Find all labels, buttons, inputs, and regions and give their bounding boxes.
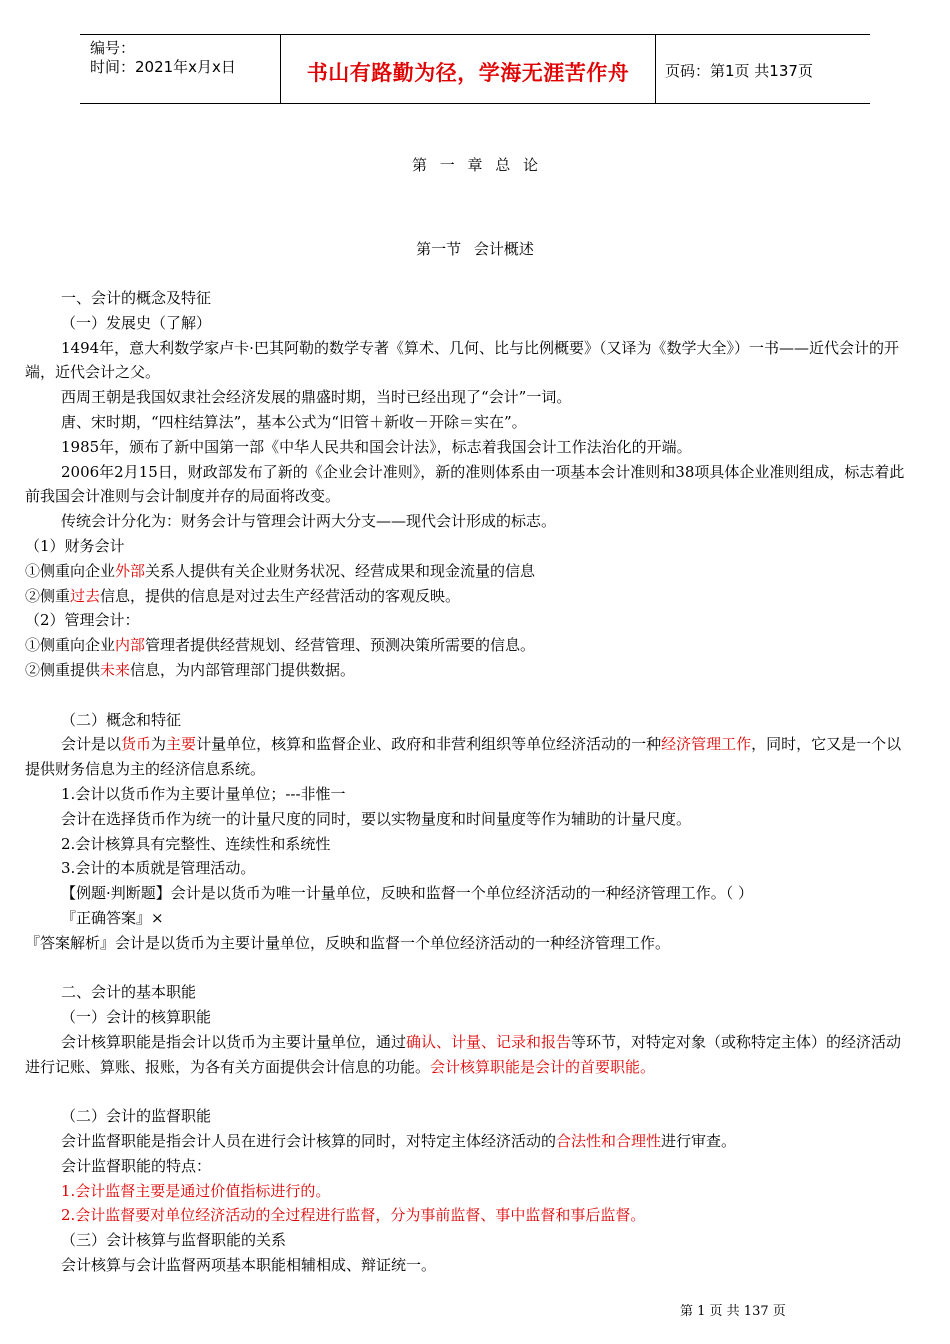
- paragraph: 会计核算职能是指会计以货币为主要计量单位，通过确认、计量、记录和报告等环节，对特定对象（或称特定主体）的经济活动进行记账、算账、报账，为各有关方面提供会计信息的功能。会计核算职能是会计的首要职能。: [25, 1032, 902, 1076]
- header-divider: [655, 35, 656, 103]
- list-item: ②侧重过去信息，提供的信息是对过去生产经营活动的客观反映。: [25, 586, 461, 605]
- list-item: 1.会计以货币作为主要计量单位；---非惟一: [61, 784, 346, 803]
- paragraph: 会计核算与会计监督两项基本职能相辅相成、辩证统一。: [61, 1256, 437, 1275]
- paragraph: 1494年，意大利数学家卢卡·巴其阿勒的数学专著《算术、几何、比与比例概要》（又译为《数学大全》）一书——近代会计的开端，近代会计之父。: [25, 338, 899, 382]
- example-question: 【例题·判断题】会计是以货币为唯一计量单位，反映和监督一个单位经济活动的一种经济管理工作。（ ）: [61, 884, 754, 903]
- subheading: （一）会计的核算职能: [61, 1008, 212, 1027]
- paragraph: 2006年2月15日，财政部发布了新的《企业会计准则》，新的准则体系由一项基本会计准则和38项具体企业准则组成，标志着此前我国会计准则与会计制度并存的局面将改变。: [25, 462, 905, 506]
- paragraph: 会计是以货币为主要计量单位，核算和监督企业、政府和非营利组织等单位经济活动的一种经济管理工作，同时，它又是一个以提供财务信息为主的经济信息系统。: [25, 735, 902, 779]
- page-header: [80, 34, 870, 104]
- header-meta: [90, 39, 236, 77]
- spacer: [25, 956, 913, 981]
- paragraph: 会计在选择货币作为统一的计量尺度的同时，要以实物量度和时间量度等作为辅助的计量尺度。: [61, 809, 692, 828]
- highlight-text: 过去: [70, 586, 101, 605]
- highlight-text: 外部: [115, 561, 146, 580]
- list-item: ②侧重提供未来信息，为内部管理部门提供数据。: [25, 660, 356, 679]
- heading: 二、会计的基本职能: [61, 983, 197, 1002]
- spacer: [25, 683, 913, 708]
- paragraph: 会计监督职能的特点：: [61, 1156, 212, 1175]
- highlight-text: 未来: [100, 660, 131, 679]
- subheading: （2）管理会计：: [25, 611, 140, 630]
- paragraph: 唐、宋时期，“四柱结算法”，基本公式为“旧管＋新收－开除＝实在”。: [61, 412, 527, 431]
- chapter-title: 第 一 章 总 论: [411, 156, 539, 174]
- list-item: 2.会计监督要对单位经济活动的全过程进行监督，分为事前监督、事中监督和事后监督。: [61, 1206, 646, 1225]
- list-item: ①侧重向企业外部关系人提供有关企业财务状况、经营成果和现金流量的信息: [25, 561, 536, 580]
- number-label: 编号：: [90, 39, 136, 57]
- time-label: 时间：2021年x月x日: [90, 58, 236, 76]
- example-answer: 『正确答案』×: [61, 908, 164, 927]
- subheading: （1）财务会计: [25, 536, 125, 555]
- document-body: [25, 286, 913, 1278]
- list-item: ①侧重向企业内部管理者提供经营规划、经营管理、预测决策所需要的信息。: [25, 636, 536, 655]
- subheading: （一）发展史（了解）: [61, 313, 212, 332]
- subheading: （二）概念和特征: [61, 710, 182, 729]
- highlight-text: 内部: [115, 636, 146, 655]
- paragraph: 传统会计分化为：财务会计与管理会计两大分支——现代会计形成的标志。: [61, 512, 557, 531]
- header-page-code: 页码：第1页 共137页: [665, 62, 813, 80]
- section-title: 第一节 会计概述: [416, 240, 534, 258]
- paragraph: 1985年，颁布了新中国第一部《中华人民共和国会计法》，标志着我国会计工作法治化的开端。: [61, 437, 692, 456]
- subheading: （二）会计的监督职能: [61, 1107, 212, 1126]
- page-footer: 第 1 页 共 137 页: [680, 1304, 786, 1319]
- list-item: 1.会计监督主要是通过价值指标进行的。: [61, 1181, 331, 1200]
- list-item: 3.会计的本质就是管理活动。: [61, 859, 256, 878]
- spacer: [25, 1080, 913, 1105]
- header-motto: 书山有路勤为径，学海无涯苦作舟: [306, 61, 630, 85]
- paragraph: 西周王朝是我国奴隶社会经济发展的鼎盛时期，当时已经出现了“会计”一词。: [61, 388, 572, 407]
- paragraph: 会计监督职能是指会计人员在进行会计核算的同时，对特定主体经济活动的合法性和合理性进行审查。: [61, 1132, 737, 1151]
- list-item: 2.会计核算具有完整性、连续性和系统性: [61, 834, 331, 853]
- heading: 一、会计的概念及特征: [61, 289, 212, 307]
- example-explanation: 『答案解析』会计是以货币为主要计量单位，反映和监督一个单位经济活动的一种经济管理工作。: [25, 933, 671, 952]
- subheading: （三）会计核算与监督职能的关系: [61, 1231, 287, 1250]
